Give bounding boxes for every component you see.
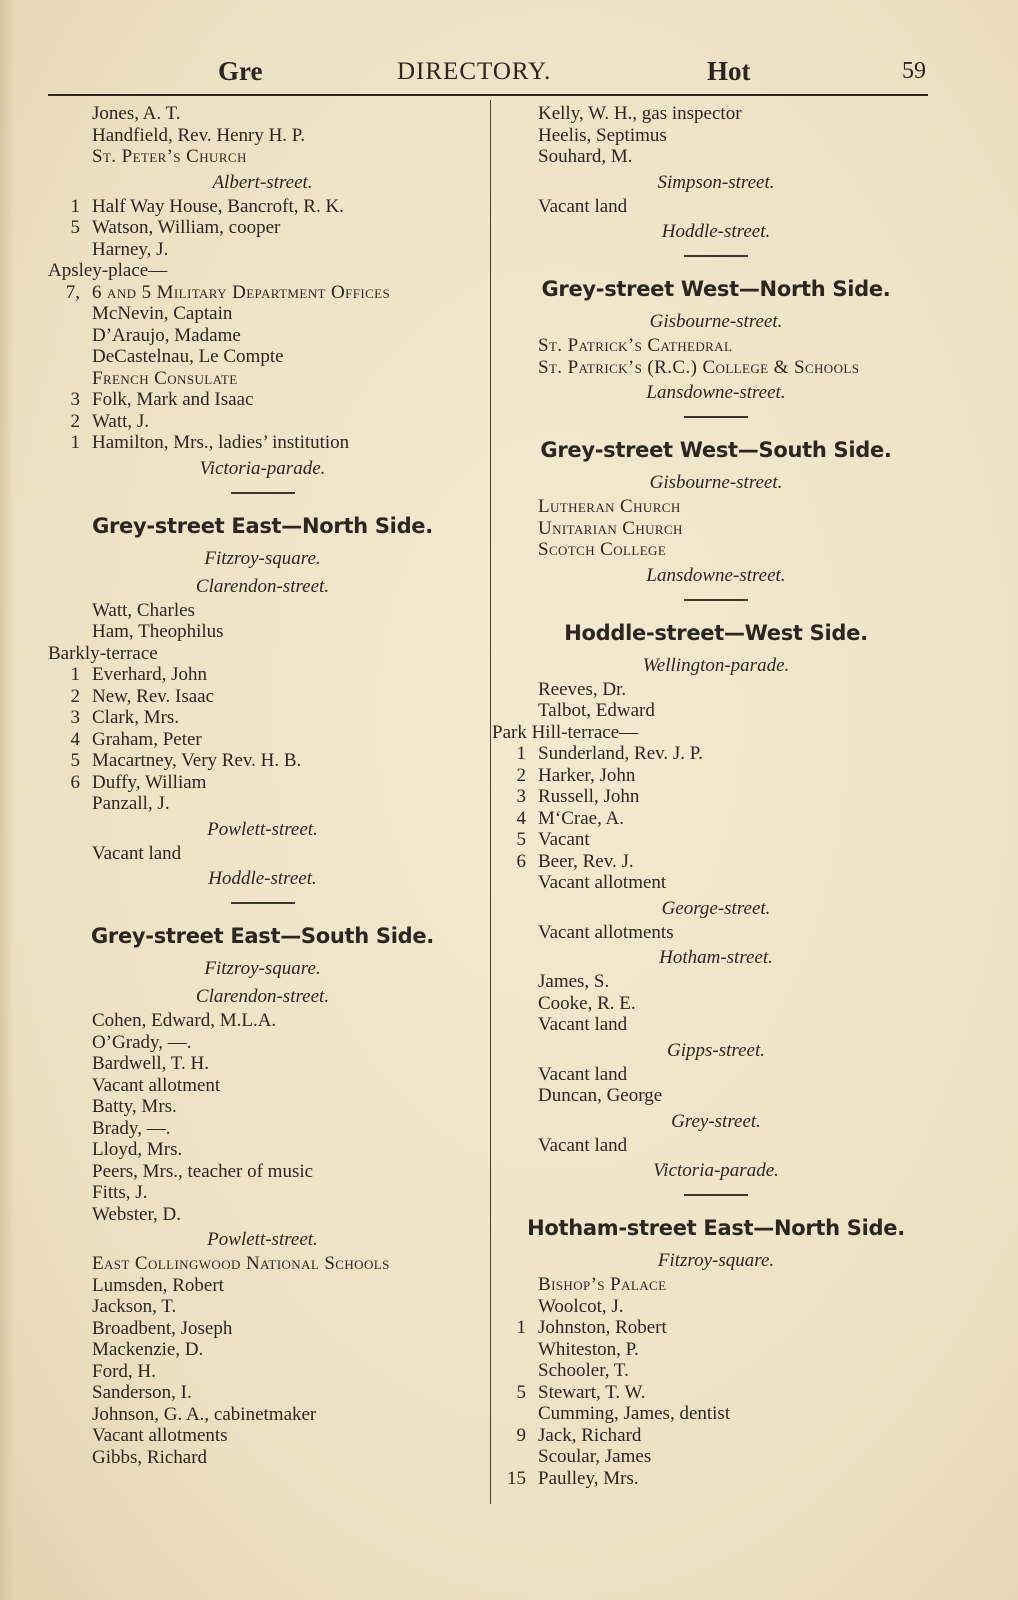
entry-text: Vacant allotment (538, 872, 667, 893)
house-number: 1 (70, 195, 80, 217)
directory-entry (492, 743, 940, 765)
directory-entry (492, 1468, 940, 1490)
directory-entry (40, 1253, 485, 1275)
directory-entry (492, 700, 940, 722)
header-rule (48, 94, 928, 96)
directory-entry (40, 1318, 485, 1340)
entry-text: Sunderland, Rev. J. P. (538, 743, 704, 764)
entry-text: Souhard, M. (538, 146, 633, 167)
directory-entry (40, 389, 485, 411)
cross-street-label: Lansdowne-street. (646, 564, 786, 586)
directory-entry (40, 1425, 485, 1447)
house-number: 1 (516, 743, 526, 764)
cross-street-label: Clarendon-street. (195, 575, 330, 597)
entry-text: Lumsden, Robert (92, 1274, 224, 1296)
entry-text: East Collingwood National Schools (92, 1253, 390, 1274)
entry-text: Mackenzie, D. (92, 1339, 204, 1360)
directory-entry (492, 1446, 940, 1468)
cross-street-label: Fitzroy-square. (204, 958, 321, 979)
entry-text: Watt, Charles (92, 599, 195, 621)
entry-text: Jones, A. T. (92, 103, 181, 124)
directory-entry (40, 1053, 485, 1075)
directory-entry (492, 1360, 940, 1382)
entry-text: New, Rev. Isaac (92, 685, 215, 707)
entry-text: Half Way House, Bancroft, R. K. (92, 195, 344, 217)
entry-text: Watt, J. (92, 410, 150, 432)
entry-text: Peers, Mrs., teacher of music (92, 1160, 314, 1182)
entry-text: Unitarian Church (538, 517, 683, 539)
directory-entry (40, 1139, 485, 1161)
entry-text: Batty, Mrs. (92, 1096, 177, 1117)
entry-text: Folk, Mark and Isaac (92, 389, 254, 410)
entry-text: Scotch College (538, 539, 667, 560)
directory-entry (40, 432, 485, 454)
directory-entry (40, 1182, 485, 1204)
cross-street-label: Grey-street. (671, 1110, 761, 1132)
cross-street-label: Fitzroy-square. (657, 1250, 775, 1271)
entry-text: Watson, William, cooper (92, 217, 281, 238)
entry-text: Woolcot, J. (538, 1295, 624, 1317)
directory-entry (40, 1096, 485, 1118)
house-number: 1 (70, 432, 80, 453)
left-column (40, 103, 485, 1468)
cross-street-label: Victoria-parade. (653, 1160, 779, 1181)
directory-entry (40, 411, 485, 433)
entry-text: Broadbent, Joseph (92, 1317, 233, 1339)
house-number: 2 (70, 685, 80, 707)
entry-text: Vacant land (538, 1014, 628, 1035)
entry-text: Whiteston, P. (538, 1338, 639, 1360)
directory-entry (492, 196, 940, 218)
entry-text: McNevin, Captain (92, 303, 233, 324)
entry-text: D’Araujo, Madame (92, 324, 241, 346)
cross-street-label: Powlett-street. (207, 818, 318, 840)
entry-text: Clark, Mrs. (92, 707, 180, 728)
cross-street-label: Simpson-street. (657, 171, 775, 193)
directory-entry (492, 993, 940, 1015)
entry-text: Everhard, John (92, 664, 208, 685)
directory-entry (40, 239, 485, 261)
directory-entry (40, 843, 485, 865)
entry-text: St. Patrick’s (R.C.) College & Schools (538, 356, 860, 378)
entry-text: Vacant land (538, 1134, 628, 1156)
directory-entry (40, 1032, 485, 1054)
cross-street-label: Fitzroy-square. (204, 547, 321, 569)
directory-entry (492, 125, 940, 147)
entry-text: DeCastelnau, Le Compte (92, 346, 284, 367)
directory-entry (492, 851, 940, 873)
section-heading: Grey-street East—North Side. (92, 513, 433, 538)
entry-text: Macartney, Very Rev. H. B. (92, 750, 302, 771)
directory-entry (40, 686, 485, 708)
cross-street-label: Hotham-street. (659, 947, 773, 968)
entry-text: Cumming, James, dentist (538, 1403, 731, 1424)
house-number: 2 (516, 764, 526, 786)
directory-entry (492, 1064, 940, 1086)
directory-entry (40, 146, 485, 168)
entry-text: Vacant allotments (92, 1425, 228, 1446)
directory-entry (492, 539, 940, 561)
directory-entry (492, 971, 940, 993)
directory-entry (40, 325, 485, 347)
house-number: 1 (516, 1317, 526, 1338)
directory-entry (492, 679, 940, 701)
directory-entry (492, 1339, 940, 1361)
entry-text: Webster, D. (92, 1203, 181, 1225)
directory-entry (40, 750, 485, 772)
house-number: 5 (70, 217, 80, 238)
directory-entry (40, 643, 485, 665)
house-number: 3 (70, 707, 80, 728)
directory-entry (40, 282, 485, 304)
directory-entry (492, 1317, 940, 1339)
directory-entry (40, 1075, 485, 1097)
directory-entry (40, 368, 485, 390)
entry-text: Russell, John (538, 786, 640, 807)
cross-street-label: Gisbourne-street. (649, 472, 783, 493)
entry-text: Bardwell, T. H. (92, 1053, 209, 1074)
page-number: 59 (902, 58, 926, 84)
cross-street-label: Gipps-street. (667, 1039, 765, 1061)
house-number: 4 (70, 728, 80, 750)
directory-entry (492, 808, 940, 830)
directory-entry (492, 103, 940, 125)
directory-entry (40, 1161, 485, 1183)
header-title: DIRECTORY. (397, 58, 552, 85)
directory-entry (40, 729, 485, 751)
section-rule (684, 416, 748, 418)
entry-text: 6 and 5 Military Department Offices (92, 281, 391, 303)
entry-text: Harker, John (538, 764, 636, 786)
house-number: 9 (516, 1424, 526, 1446)
directory-entry (40, 1275, 485, 1297)
directory-entry (492, 1382, 940, 1404)
entry-text: Panzall, J. (92, 793, 170, 814)
entry-text: St. Patrick’s Cathedral (538, 335, 733, 356)
directory-entry (40, 1382, 485, 1404)
directory-entry (492, 357, 940, 379)
directory-entry (40, 1010, 485, 1032)
directory-entry (40, 772, 485, 794)
directory-entry (40, 346, 485, 368)
house-number: 1 (70, 664, 80, 685)
directory-entry (492, 518, 940, 540)
section-rule (684, 255, 748, 257)
directory-entry (40, 103, 485, 125)
section-rule (684, 599, 748, 601)
directory-entry (492, 496, 940, 518)
entry-text: St. Peter’s Church (92, 146, 247, 167)
entry-text: Beer, Rev. J. (538, 850, 634, 872)
section-heading: Grey-street West—South Side. (540, 438, 892, 462)
entry-text: Bishop’s Palace (538, 1274, 667, 1295)
entry-text: Vacant allotment (92, 1074, 221, 1096)
section-rule (231, 492, 295, 494)
cross-street-label: Wellington-parade. (642, 654, 790, 676)
entry-text: Jackson, T. (92, 1296, 177, 1317)
right-column (492, 103, 940, 1489)
entry-text: Barkly-terrace (48, 642, 158, 664)
entry-text: Vacant land (538, 1063, 628, 1085)
house-number: 3 (516, 786, 526, 807)
cross-street-label: George-street. (661, 897, 771, 919)
entry-text: Hamilton, Mrs., ladies’ institution (92, 432, 350, 453)
directory-entry (492, 872, 940, 894)
cross-street-label: Hoddle-street. (208, 868, 317, 889)
house-number: 5 (516, 1381, 526, 1403)
entry-text: Gibbs, Richard (92, 1446, 208, 1468)
entry-text: Lutheran Church (538, 496, 681, 517)
directory-entry (492, 1274, 940, 1296)
entry-text: Brady, —. (92, 1117, 171, 1139)
directory-entry (40, 1296, 485, 1318)
directory-entry (40, 1447, 485, 1469)
entry-text: Park Hill-terrace— (492, 721, 639, 743)
section-rule (231, 902, 295, 904)
entry-text: Jack, Richard (538, 1424, 642, 1446)
house-number: 5 (70, 750, 80, 771)
cross-street-label: Powlett-street. (207, 1229, 318, 1250)
entry-text: Cooke, R. E. (538, 992, 636, 1014)
entry-text: Harney, J. (92, 238, 169, 260)
directory-entry (40, 1361, 485, 1383)
house-number: 4 (516, 807, 526, 829)
entry-text: Sanderson, I. (92, 1382, 192, 1403)
header-right-guide-word: Hot (707, 56, 751, 86)
section-heading: Grey-street West—North Side. (541, 277, 891, 301)
entry-text: Ham, Theophilus (92, 621, 224, 642)
cross-street-label: Albert-street. (212, 171, 313, 193)
directory-entry (40, 621, 485, 643)
cross-street-label: Lansdowne-street. (646, 382, 786, 403)
entry-text: Vacant allotments (538, 921, 674, 943)
entry-text: O’Grady, —. (92, 1031, 192, 1053)
directory-entry (492, 1014, 940, 1036)
directory-entry (492, 829, 940, 851)
entry-text: James, S. (538, 971, 610, 992)
entry-text: Cohen, Edward, M.L.A. (92, 1010, 277, 1031)
entry-text: Stewart, T. W. (538, 1381, 646, 1403)
entry-text: Fitts, J. (92, 1182, 148, 1203)
header-left-guide-word: Gre (218, 56, 263, 86)
entry-text: Talbot, Edward (538, 700, 655, 721)
directory-entry (492, 335, 940, 357)
directory-entry (492, 1135, 940, 1157)
entry-text: French Consulate (92, 367, 238, 389)
directory-entry (40, 260, 485, 282)
entry-text: Vacant (538, 829, 590, 850)
cross-street-label: Gisbourne-street. (649, 311, 783, 332)
entry-text: M‘Crae, A. (538, 807, 625, 829)
entry-text: Scoular, James (538, 1446, 652, 1467)
section-heading: Grey-street East—South Side. (90, 924, 434, 948)
directory-entry (40, 707, 485, 729)
entry-text: Duncan, George (538, 1085, 663, 1106)
directory-entry (492, 146, 940, 168)
cross-street-label: Hoddle-street. (661, 221, 771, 242)
directory-entry (492, 1296, 940, 1318)
house-number: 5 (516, 829, 526, 850)
house-number: 2 (70, 410, 80, 432)
directory-entry (492, 1403, 940, 1425)
house-number: 6 (516, 850, 526, 872)
section-heading: Hotham-street East—North Side. (527, 1216, 905, 1240)
directory-entry (492, 722, 940, 744)
directory-entry (40, 793, 485, 815)
entry-text: Ford, H. (92, 1360, 156, 1382)
directory-entry (40, 1339, 485, 1361)
house-number: 7, (65, 281, 80, 303)
house-number: 15 (507, 1467, 526, 1489)
directory-entry (40, 217, 485, 239)
directory-entry (40, 303, 485, 325)
directory-entry (492, 765, 940, 787)
entry-text: Handfield, Rev. Henry H. P. (92, 124, 306, 146)
section-heading: Hoddle-street—West Side. (564, 620, 868, 645)
entry-text: Reeves, Dr. (538, 678, 627, 700)
cross-street-label: Clarendon-street. (195, 986, 330, 1007)
running-header (90, 56, 928, 96)
entry-text: Vacant land (538, 195, 628, 217)
entry-text: Johnston, Robert (538, 1317, 667, 1338)
page-edge-shadow (0, 0, 14, 1600)
entry-text: Johnson, G. A., cabinetmaker (92, 1403, 317, 1425)
entry-text: Graham, Peter (92, 728, 202, 750)
entry-text: Schooler, T. (538, 1360, 629, 1381)
house-number: 6 (70, 771, 80, 793)
entry-text: Kelly, W. H., gas inspector (538, 103, 742, 124)
directory-entry (492, 786, 940, 808)
directory-entry (492, 1425, 940, 1447)
directory-entry (40, 1404, 485, 1426)
directory-entry (40, 125, 485, 147)
directory-entry (40, 664, 485, 686)
entry-text: Vacant land (92, 842, 182, 864)
directory-entry (492, 1085, 940, 1107)
directory-entry (492, 922, 940, 944)
house-number: 3 (70, 389, 80, 410)
directory-entry (40, 1118, 485, 1140)
entry-text: Paulley, Mrs. (538, 1467, 639, 1489)
section-rule (684, 1194, 748, 1196)
entry-text: Duffy, William (92, 771, 207, 793)
cross-street-label: Victoria-parade. (199, 457, 326, 479)
directory-entry (40, 1204, 485, 1226)
directory-entry (40, 600, 485, 622)
entry-text: Apsley-place— (48, 260, 168, 281)
directory-entry (40, 196, 485, 218)
entry-text: Lloyd, Mrs. (92, 1139, 183, 1160)
entry-text: Heelis, Septimus (538, 124, 667, 146)
